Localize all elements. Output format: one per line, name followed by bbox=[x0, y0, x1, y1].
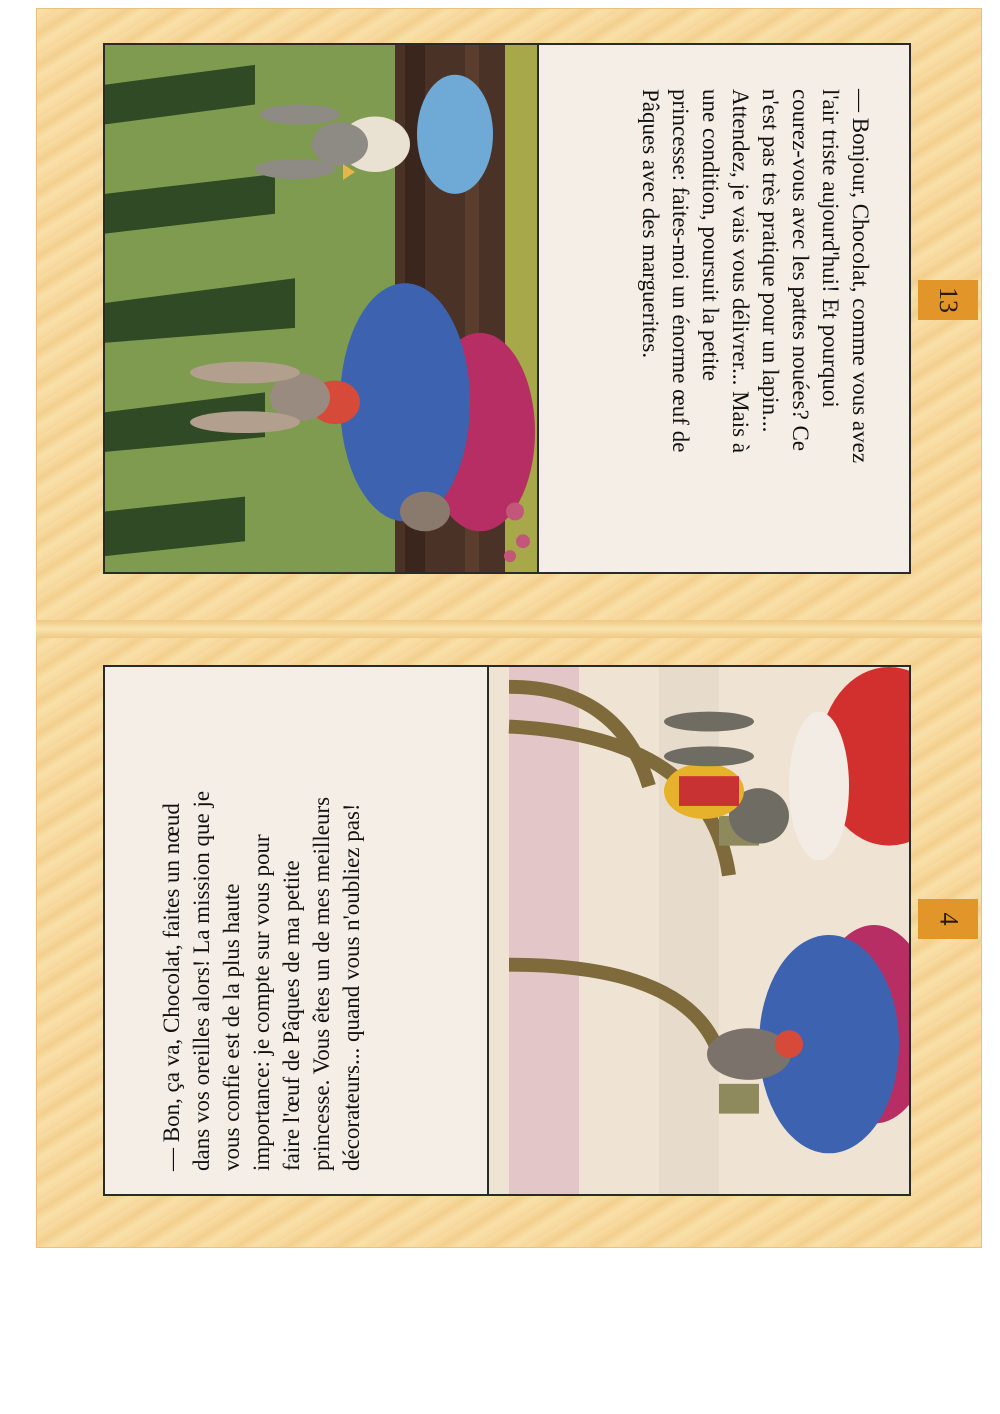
page-fold bbox=[36, 620, 982, 638]
castle-king-rabbit-illustration bbox=[487, 667, 909, 1194]
page-number-badge bbox=[918, 280, 978, 320]
page-number: 4 bbox=[934, 912, 963, 926]
page-4-frame bbox=[103, 665, 911, 1196]
forest-rabbits-illustration bbox=[105, 45, 539, 572]
page-13-frame bbox=[103, 43, 911, 574]
page-13-text-panel bbox=[537, 45, 909, 572]
page-number: 13 bbox=[934, 287, 963, 313]
page-4-paragraph: — Bon, ça va, Chocolat, faites un nœud dans vos oreilles alors! La mission que je vous confie est de la plus haute importance: je compte sur vous pour faire l'œuf de Pâques de ma petite princesse. Vous êtes un de mes meilleurs décorateurs... quand vous n'oubliez pas! bbox=[159, 790, 364, 1171]
page-number-badge bbox=[918, 899, 978, 939]
page-4-text-panel bbox=[105, 667, 489, 1194]
page-13-paragraph: — Bonjour, Chocolat, comme vous avez l'air triste aujourd'hui! Et pourquoi courez-vous avec les pattes nouées? Ce n'est pas très pratique pour un lapin... Attendez, je vais vous délivrer... Mais à une condition, poursuit la petite princesse: faites-moi un énorme œuf de Pâques avec des marguerites. bbox=[638, 89, 873, 464]
